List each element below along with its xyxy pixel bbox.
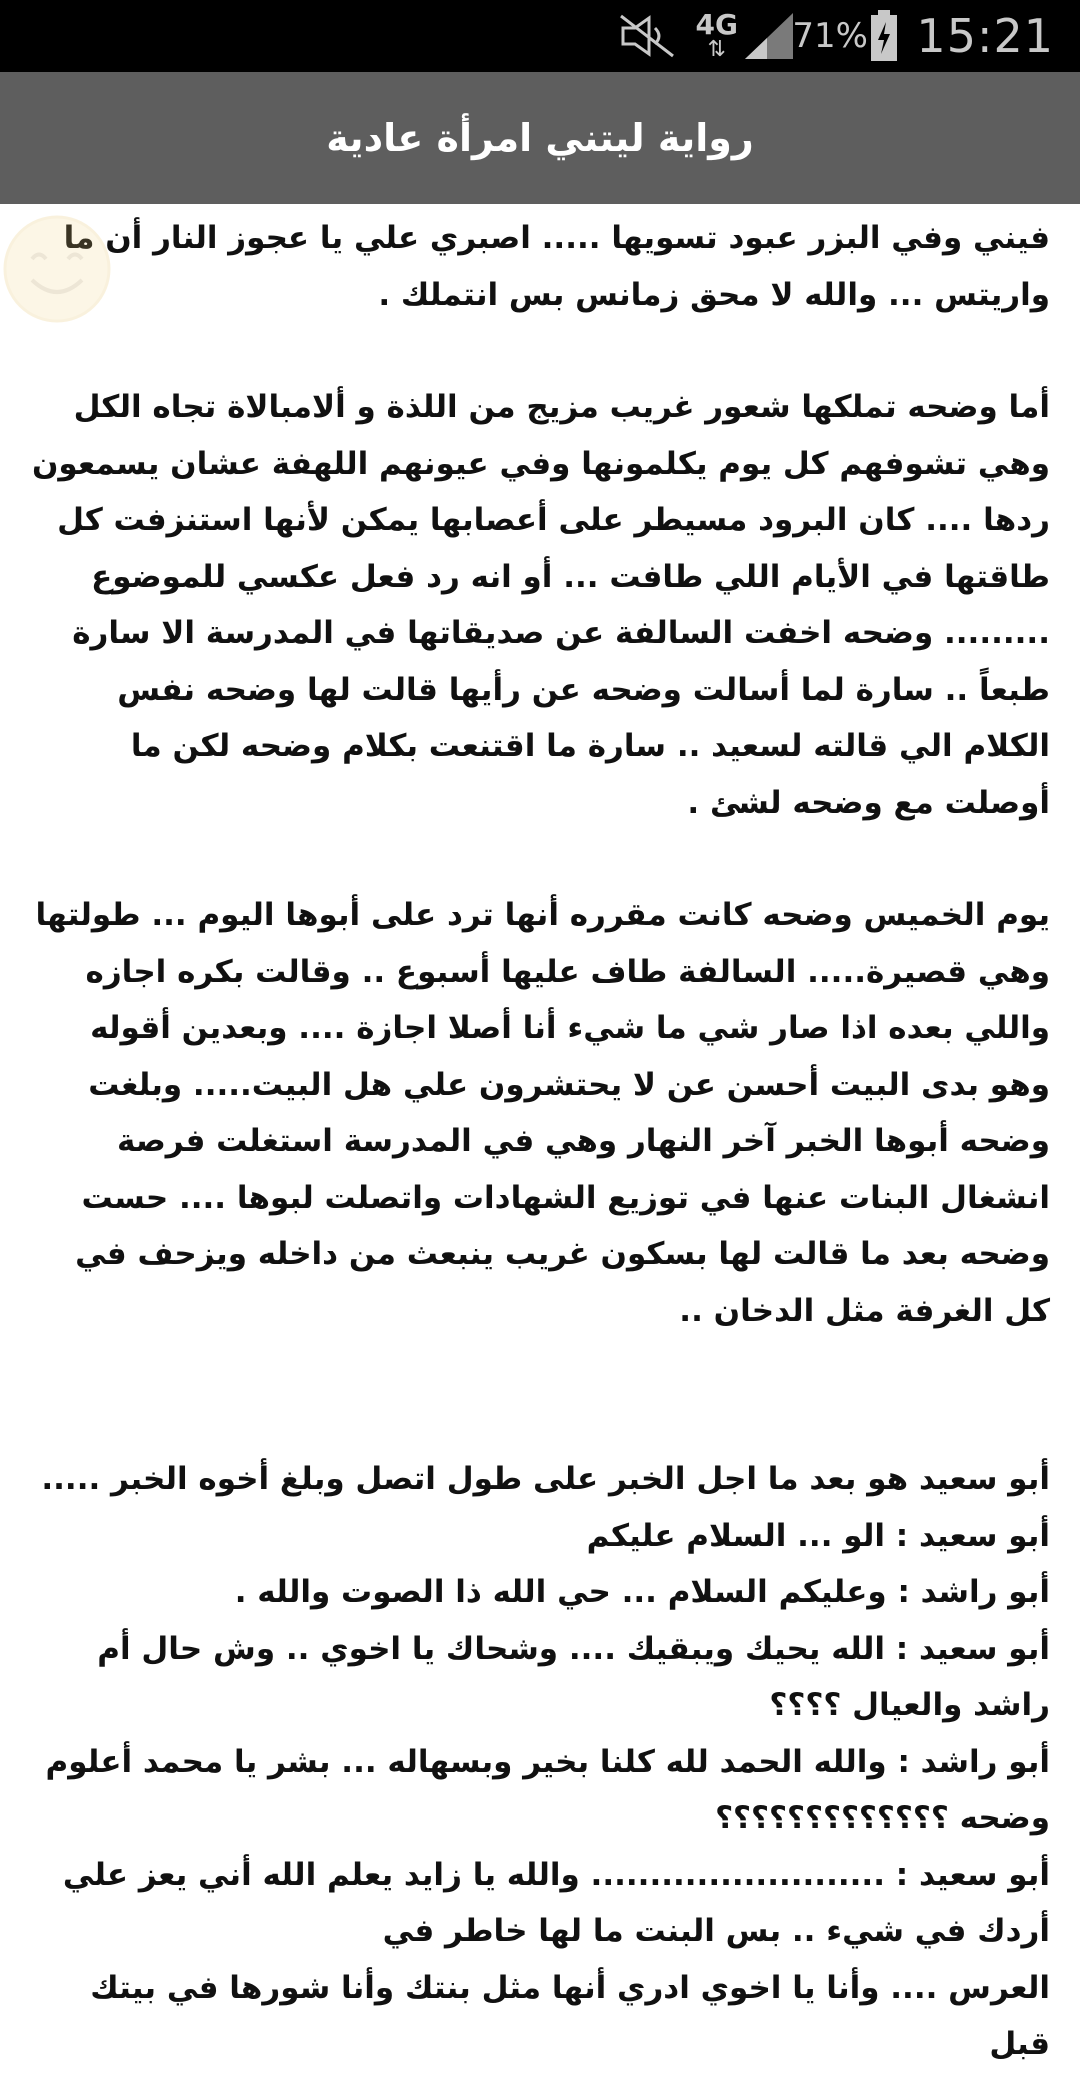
page-title: رواية ليتني امرأة عادية	[326, 116, 754, 160]
app-bar	[0, 72, 1080, 204]
section-spacer	[28, 1395, 1050, 1451]
smiley-face-icon[interactable]	[2, 214, 112, 324]
mute-icon	[619, 0, 675, 72]
paragraph-1: فيني وفي البزر عبود تسويها ..... اصبري علي يا عجوز النار أن ما واريتس ... والله لا محق زمانس بس انتملك .	[63, 220, 1050, 313]
paragraph-2: أما وضحه تملكها شعور غريب مزيج من اللذة و ألامبالاة تجاه الكل وهي تشوفهم كل يوم يكلمونها وفي عيونهم اللهفة عشان يسمعون ردها .... كان البرود مسيطر على أعصابها يمكن لأنها استنزفت كل طاقتها في الأيام اللي طافت ... أو انه رد فعل عكسي للموضوع ......... وضحه اخفت السالفة عن صديقاتها في المدرسة الا سارة طبعاً .. سارة لما أسالت وضحه عن رأيها قالت لها وضحه نفس الكلام الي قالته لسعيد .. سارة ما اقتنعت بكلام وضحه لكن ما أوصلت مع وضحه لشئ .	[31, 389, 1050, 821]
dialogue-line: أبو سعيد : الله يحيك ويبقيك .... وشحاك يا اخوي .. وش حال أم راشد والعيال ؟؟؟؟	[97, 1630, 1050, 1723]
signal-icon	[743, 0, 795, 72]
dialogue-line: أبو راشد : والله الحمد لله كلنا بخير وبسهاله ... بشر يا محمد أعلوم وضحه ؟؟؟؟؟؟؟؟؟؟؟؟؟	[45, 1743, 1050, 1836]
network-4g-icon	[696, 0, 738, 72]
dialogue-line: أبو سعيد : الو ... السلام عليكم	[586, 1517, 1050, 1554]
status-time: 15:21	[916, 9, 1054, 63]
status-bar	[0, 0, 1080, 72]
story-content[interactable]	[0, 204, 1080, 2062]
dialogue-line: العرس .... وأنا يا اخوي ادري أنها مثل بنتك وأنا شورها في بيتك قبل	[90, 1969, 1050, 2062]
story-text-area	[28, 204, 1050, 2073]
dialogue-line: أبو راشد : وعليكم السلام ... حي الله ذا الصوت والله .	[234, 1574, 1050, 1610]
battery-charging-icon	[870, 0, 898, 72]
network-type-label: 4G	[695, 8, 738, 41]
dialogue-line: أبو سعيد هو بعد ما اجل الخبر على طول اتصل وبلغ أخوه الخبر .....	[41, 1461, 1050, 1497]
network-arrows-icon: ⇅	[707, 37, 726, 62]
battery-percent-label: 71%	[792, 16, 868, 56]
dialogue-line: أبو سعيد : ......................... والله يا زايد يعلم الله أني يعز علي أردك في شيء .. بس البنت ما لها خاطر في	[62, 1856, 1050, 1949]
paragraph-3: يوم الخميس وضحه كانت مقرره أنها ترد على أبوها اليوم ... طولتها وهي قصيرة..... السالفة طاف عليها أسبوع .. وقالت بكره اجازه واللي بعده اذا صار شي ما شيء أنا أصلا اجازة .... وبعدين أقوله وهو بدى البيت أحسن عن لا يحتشرون علي هل البيت..... وبلغت وضحه أبوها الخبر آخر النهار وهي في المدرسة استغلت فرصة انشغال البنات عنها في توزيع الشهادات واتصلت لبوها .... حست وضحه بعد ما قالت لها بسكون غريب ينبعث من داخله ويزحف في كل الغرفة مثل الدخان ..	[35, 897, 1050, 1329]
